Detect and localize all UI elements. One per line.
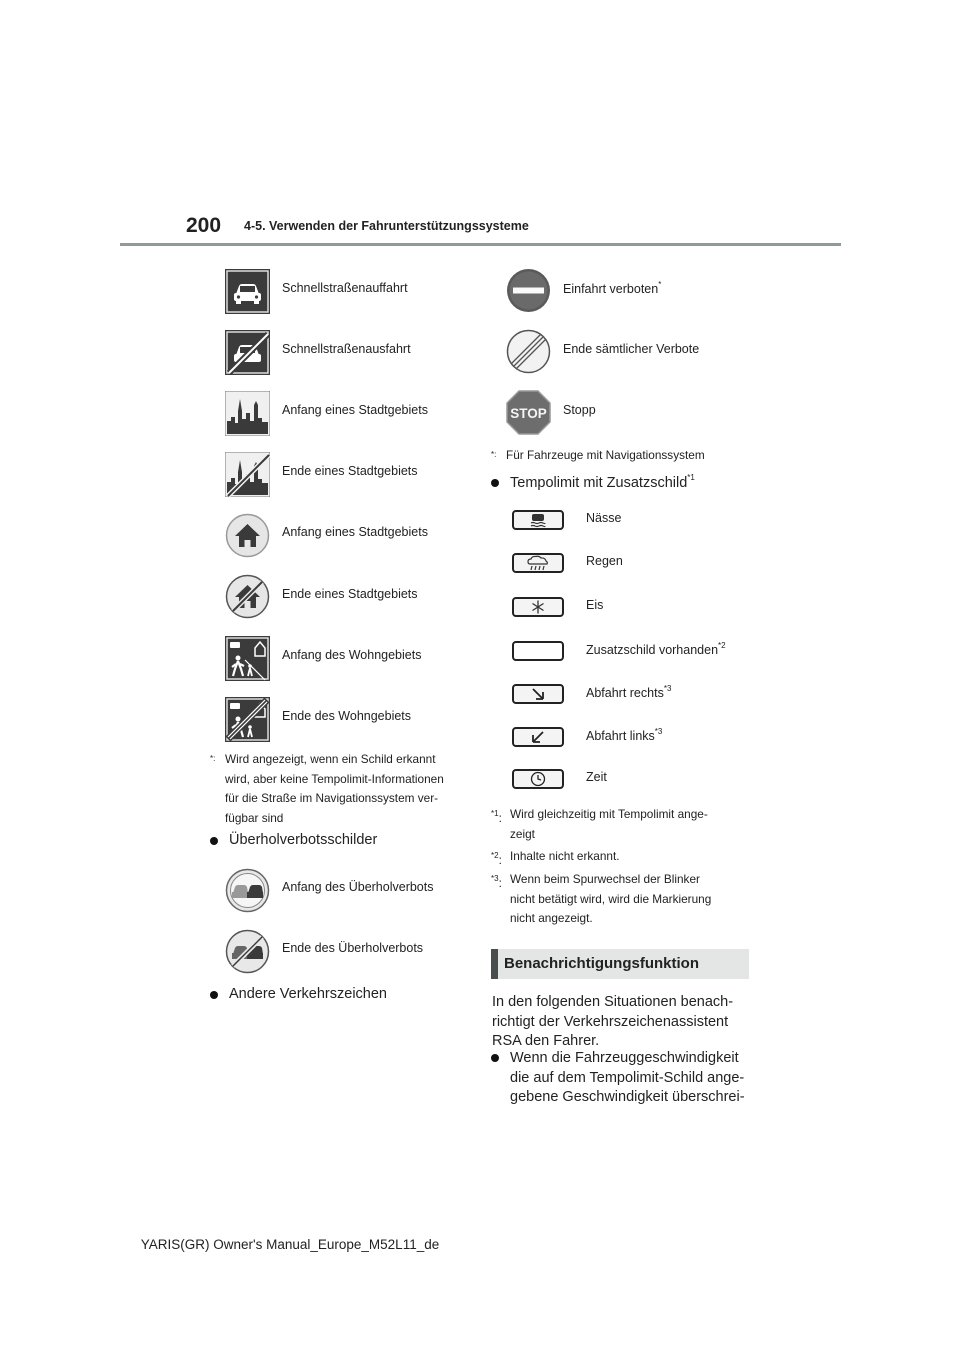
panel-label: Zeit xyxy=(586,770,607,784)
footnote-text: Für Fahrzeuge mit Navigationssystem xyxy=(506,448,705,462)
section-title: 4-5. Verwenden der Fahrunterstützungssysteme xyxy=(244,219,529,233)
sign-label-text: Einfahrt verboten xyxy=(563,282,659,297)
stop-sign-icon xyxy=(506,390,551,435)
footnote-marker: *3 xyxy=(491,874,499,883)
city-end-round-icon xyxy=(225,574,270,619)
no-overtaking-start-icon xyxy=(225,868,270,913)
footnote-marker: *: xyxy=(491,450,497,459)
footnote-line: nicht betätigt wird, wird die Markierung xyxy=(510,891,712,906)
sign-label: Stopp xyxy=(563,403,596,417)
footnote-3 xyxy=(491,870,751,929)
city-start-round-icon xyxy=(225,513,270,558)
label-superscript: *3 xyxy=(654,727,663,736)
sign-label: Anfang eines Stadtgebiets xyxy=(282,403,428,417)
panel-label-text: Abfahrt links xyxy=(586,729,655,744)
panel-label-text: Abfahrt rechts xyxy=(586,686,664,701)
snowflake-icon xyxy=(512,597,564,617)
arrow-down-right-icon xyxy=(512,684,564,704)
notification-bullet xyxy=(510,1049,745,1108)
footnote-colon: : xyxy=(498,875,502,890)
footnote-line: zeigt xyxy=(510,826,535,841)
no-entry-icon xyxy=(506,268,551,313)
sign-label: Anfang eines Stadtgebiets xyxy=(282,525,428,539)
panel-label xyxy=(586,728,662,743)
panel-label-text: Zusatzschild vorhanden xyxy=(586,643,719,658)
bullet-dot xyxy=(491,1054,499,1062)
panel-label: Regen xyxy=(586,554,623,568)
expressway-exit-icon xyxy=(225,330,270,375)
footnote-line: Wenn beim Spurwechsel der Blinker xyxy=(510,872,700,886)
sign-label: Ende des Überholverbots xyxy=(282,941,424,955)
footnote-marker: *2 xyxy=(491,851,499,860)
supplementary-heading-text: Tempolimit mit Zusatzschild xyxy=(510,474,688,491)
sign-label: Ende eines Stadtgebiets xyxy=(282,587,418,601)
footnote-1 xyxy=(491,805,751,844)
label-superscript: *2 xyxy=(718,641,726,650)
heading-superscript: *1 xyxy=(687,473,695,482)
wet-road-icon xyxy=(512,510,564,530)
footnote-line: Inhalte nicht erkannt. xyxy=(510,849,620,863)
footnote-colon: : xyxy=(498,852,502,867)
footnote-colon: : xyxy=(498,810,502,825)
intro-paragraph xyxy=(492,993,733,1052)
footer-text: YARIS(GR) Owner's Manual_Europe_M52L11_de xyxy=(140,1237,440,1252)
footnote-line: Wird angezeigt, wenn ein Schild erkannt xyxy=(225,752,436,766)
rain-icon xyxy=(512,553,564,573)
paragraph-line: gebene Geschwindigkeit überschrei- xyxy=(510,1089,745,1106)
sign-label: Schnellstraßenausfahrt xyxy=(282,342,411,356)
right-footnote xyxy=(491,446,751,466)
residential-end-icon xyxy=(225,697,270,742)
footnote-line: wird, aber keine Tempolimit-Informationen xyxy=(225,771,444,786)
header-divider xyxy=(120,243,841,246)
section-heading: Benachrichtigungsfunktion xyxy=(504,955,699,972)
footnote-line: nicht angezeigt. xyxy=(510,911,593,925)
supplementary-heading xyxy=(510,474,695,491)
sign-label: Schnellstraßenauffahrt xyxy=(282,281,408,295)
paragraph-line: richtigt der Verkehrszeichenassistent xyxy=(492,1013,729,1030)
blank-panel-icon xyxy=(512,641,564,661)
expressway-entrance-icon xyxy=(225,269,270,314)
footnote-marker: *1 xyxy=(491,809,499,818)
clock-icon xyxy=(512,769,564,789)
sign-label: Ende eines Stadtgebiets xyxy=(282,464,418,478)
other-signs-heading: Andere Verkehrszeichen xyxy=(229,986,387,1002)
footer xyxy=(0,1237,960,1252)
footnote-line: Wird gleichzeitig mit Tempolimit ange- xyxy=(510,807,708,821)
left-footnote xyxy=(210,750,480,828)
panel-label xyxy=(586,685,671,700)
stop-sign-text: STOP xyxy=(510,406,547,421)
end-all-restrictions-icon xyxy=(506,329,551,374)
sign-label: Ende sämtlicher Verbote xyxy=(563,342,700,356)
overtaking-heading: Überholverbotsschilder xyxy=(229,832,378,848)
sign-label: Anfang des Überholverbots xyxy=(282,880,434,894)
page-number: 200 xyxy=(186,214,222,237)
panel-label: Nässe xyxy=(586,511,622,525)
footnote-line: fügbar sind xyxy=(225,810,284,825)
label-superscript: * xyxy=(658,280,662,289)
footnote-marker: *: xyxy=(210,754,216,763)
sign-label xyxy=(563,281,661,296)
footnote-line: für die Straße im Navigationssystem ver- xyxy=(225,791,439,805)
panel-label: Eis xyxy=(586,598,604,612)
paragraph-line: In den folgenden Situationen benach- xyxy=(492,994,734,1010)
residential-start-icon xyxy=(225,636,270,681)
sign-label: Anfang des Wohngebiets xyxy=(282,648,422,662)
arrow-down-left-icon xyxy=(512,727,564,747)
label-superscript: *3 xyxy=(663,684,672,693)
sign-label: Ende des Wohngebiets xyxy=(282,709,412,723)
city-start-icon xyxy=(225,391,270,436)
footnote-2 xyxy=(491,847,751,867)
paragraph-line: RSA den Fahrer. xyxy=(492,1033,600,1050)
panel-label xyxy=(586,642,726,657)
paragraph-line: die auf dem Tempolimit-Schild ange- xyxy=(510,1069,745,1086)
paragraph-line: Wenn die Fahrzeuggeschwindigkeit xyxy=(510,1050,739,1066)
no-overtaking-end-icon xyxy=(225,929,270,974)
city-end-icon xyxy=(225,452,270,497)
